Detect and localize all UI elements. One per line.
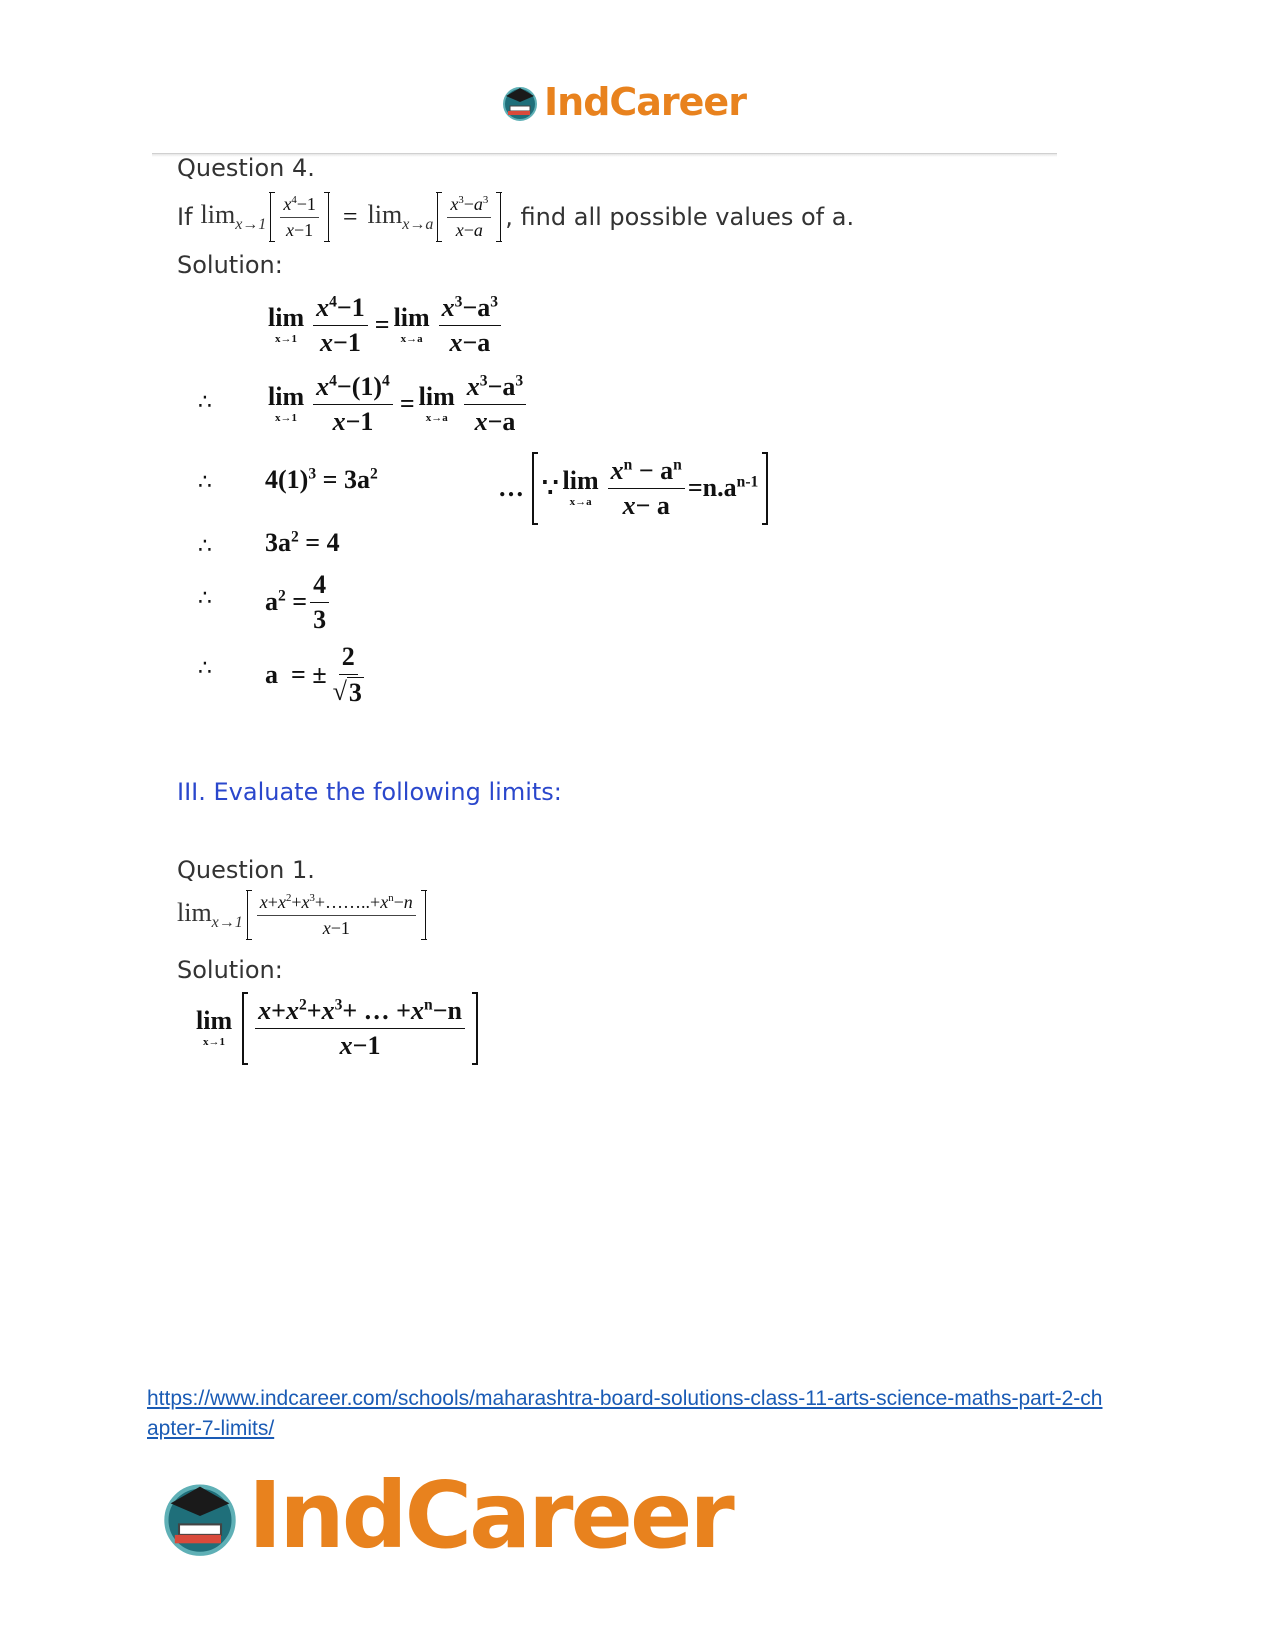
question-1-solution-step: lim x→1 $\frac{x+x^2+x^3+ \dots +x^n-n}{x-1}$ [196, 992, 482, 1065]
statement-suffix: , find all possible values of a. [505, 203, 855, 232]
therefore-symbol: ∴ [198, 390, 212, 415]
therefore-symbol: ∴ [198, 534, 212, 559]
solution-step-3: $4(1)^3 = 3a^2$ [265, 465, 378, 494]
footer-logo [158, 1462, 732, 1569]
solution-step-4: $3a^2 = 4$ [265, 528, 340, 557]
therefore-symbol: ∴ [198, 586, 212, 611]
solution-step-6: a = ± 2 √ 3 [265, 642, 362, 707]
question-1-solution-label: Solution: [177, 956, 283, 984]
graduation-cap-globe-icon [500, 82, 540, 122]
statement-prefix: If [177, 203, 193, 232]
section-heading: III. Evaluate the following limits: [177, 778, 562, 806]
solution-step-1: lim x→1 $\frac{x^4-1}{x-1}$ = lim x→a $\frac{x^3-a^3}{x-a}$ [268, 293, 504, 358]
therefore-symbol: ∴ [198, 656, 212, 681]
logo-wordmark: IndCareer [248, 1462, 732, 1569]
solution-step-5: $a^2$ = $\frac{4}{3}$ [265, 570, 332, 635]
question-4-statement: If $\lim_{x\to 1}$ $\frac{x^4-1}{x-1}$ = $\lim_{x\to a}$ $\frac{x^3-a^3}{x-a}$ , find all possible values of a. [177, 192, 854, 242]
question-1-statement: $\lim_{x\to 1}$ $\frac{x+x^2+x^3+\dots\dots..+x^n-n}{x-1}$ [177, 890, 430, 940]
question-1-title: Question 1. [177, 856, 315, 884]
header-logo [500, 80, 746, 124]
question-4-title: Question 4. [177, 154, 315, 182]
source-link[interactable]: https://www.indcareer.com/schools/maharashtra-board-solutions-class-11-arts-science-maths-part-2-chapter-7-limits/ [147, 1387, 1103, 1440]
question-4-solution-label: Solution: [177, 251, 283, 279]
logo-wordmark: IndCareer [544, 80, 746, 124]
graduation-cap-globe-icon [158, 1474, 242, 1558]
formula-note: … ∵ lim x→a $\frac{x^n - a^n}{x- a}$ $=n.a^{n-1}$ [498, 452, 772, 525]
solution-step-2: lim x→1 $\frac{x^4-(1)^4}{x-1}$ = lim x→a $\frac{x^3-a^3}{x-a}$ [268, 372, 529, 437]
therefore-symbol: ∴ [198, 470, 212, 495]
